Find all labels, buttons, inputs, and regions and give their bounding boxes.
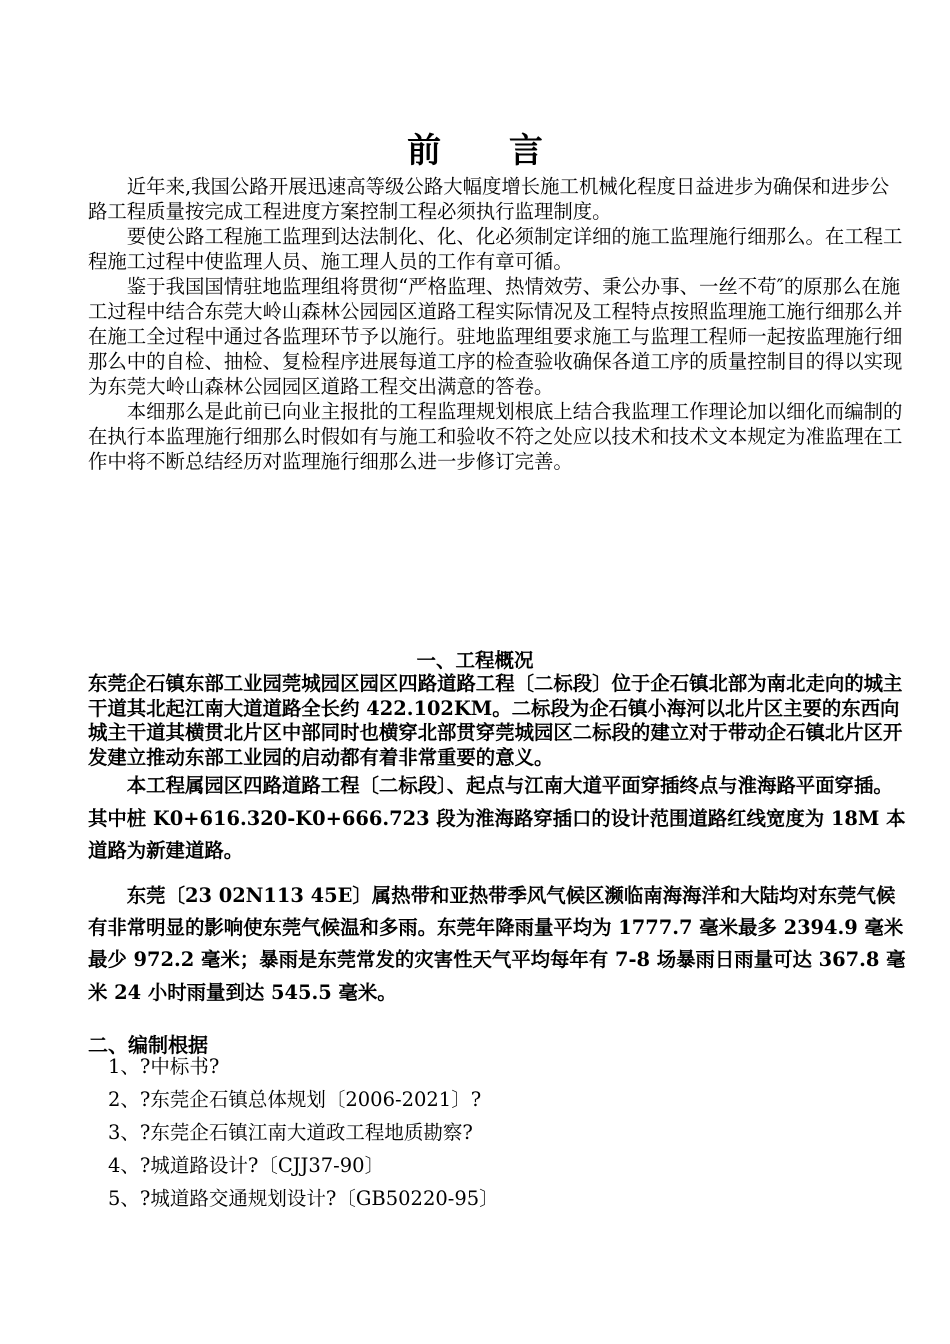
list-item: 4、?城道路设计?〔CJJ37-90〕 <box>108 1154 385 1177</box>
page-title: 前 言 <box>407 131 571 171</box>
overview-paragraph: 东莞〔23 02N113 45E〕属热带和亚热带季风气候区濒临南海海洋和大陆均对东莞气候有非常明显的影响使东莞气候温和多雨。东莞年降雨量平均为 1777.7 毫米最多 2394.9 毫米最少 972.2 毫米；暴雨是东莞常发的灾害性天气平均每年有 7-8 场暴雨日雨量可达 367.8 毫米 24 小时雨量到达 545.5 毫米。 <box>88 883 906 1004</box>
section-heading-basis: 二、编制根据 <box>88 1033 208 1057</box>
preface-paragraph: 要使公路工程施工监理到达法制化、化、化必须制定详细的施工监理施行细那么。在工程工程施工过程中使监理人员、施工理人员的工作有章可循。 <box>88 225 903 273</box>
section-heading-overview: 一、工程概况 <box>416 649 534 672</box>
preface-body <box>88 174 906 474</box>
list-item: 2、?东莞企石镇总体规划〔2006-2021〕? <box>108 1088 482 1111</box>
overview-paragraph: 东莞企石镇东部工业园莞城园区园区四路道路工程〔二标段〕位于企石镇北部为南北走向的城主干道其北起江南大道道路全长约 422.102KM。二标段为企石镇小海河以北片区主要的东西向城主干道其横贯北片区中部同时也横穿北部贯穿莞城园区二标段的建立对于带动企石镇北片区开发建立推动东部工业园的启动都有着非常重要的意义。 <box>88 672 903 769</box>
preface-paragraph: 鉴于我国国情驻地监理组将贯彻“严格监理、热情效劳、秉公办事、一丝不苟″的原那么在施工过程中结合东莞大岭山森林公园园区道路工程实际情况及工程特点按照监理施工施行细那么并在施工全过程中通过各监理环节予以施行。驻地监理组要求施工与监理工程师一起按监理施行细那么中的自检、抽检、复检程序进展每道工序的检查验收确保各道工序的质量控制目的得以实现为东莞大岭山森林公园园区道路工程交出满意的答卷。 <box>88 275 903 398</box>
preface-paragraph: 近年来,我国公路开展迅速高等级公路大幅度增长施工机械化程度日益进步为确保和进步公路工程质量按完成工程进度方案控制工程必须执行监理制度。 <box>88 175 890 223</box>
overview-body <box>88 672 906 1009</box>
overview-paragraph: 本工程属园区四路道路工程〔二标段〕、起点与江南大道平面穿插终点与淮海路平面穿插。其中桩 K0+616.320-K0+666.723 段为淮海路穿插口的设计范围道路红线宽度为 18M 本道路为新建道路。 <box>88 774 906 863</box>
list-item: 5、?城道路交通规划设计?〔GB50220-95〕 <box>108 1187 499 1210</box>
list-item: 3、?东莞企石镇江南大道政工程地质勘察? <box>108 1121 473 1144</box>
list-item: 1、?中标书? <box>108 1055 220 1078</box>
basis-list <box>108 1052 499 1217</box>
preface-paragraph: 本细那么是此前已向业主报批的工程监理规划根底上结合我监理工作理论加以细化而编制的在执行本监理施行细那么时假如有与施工和验收不符之处应以技术和技术文本规定为准监理在工作中将不断总结经历对监理施行细那么进一步修订完善。 <box>88 400 903 473</box>
